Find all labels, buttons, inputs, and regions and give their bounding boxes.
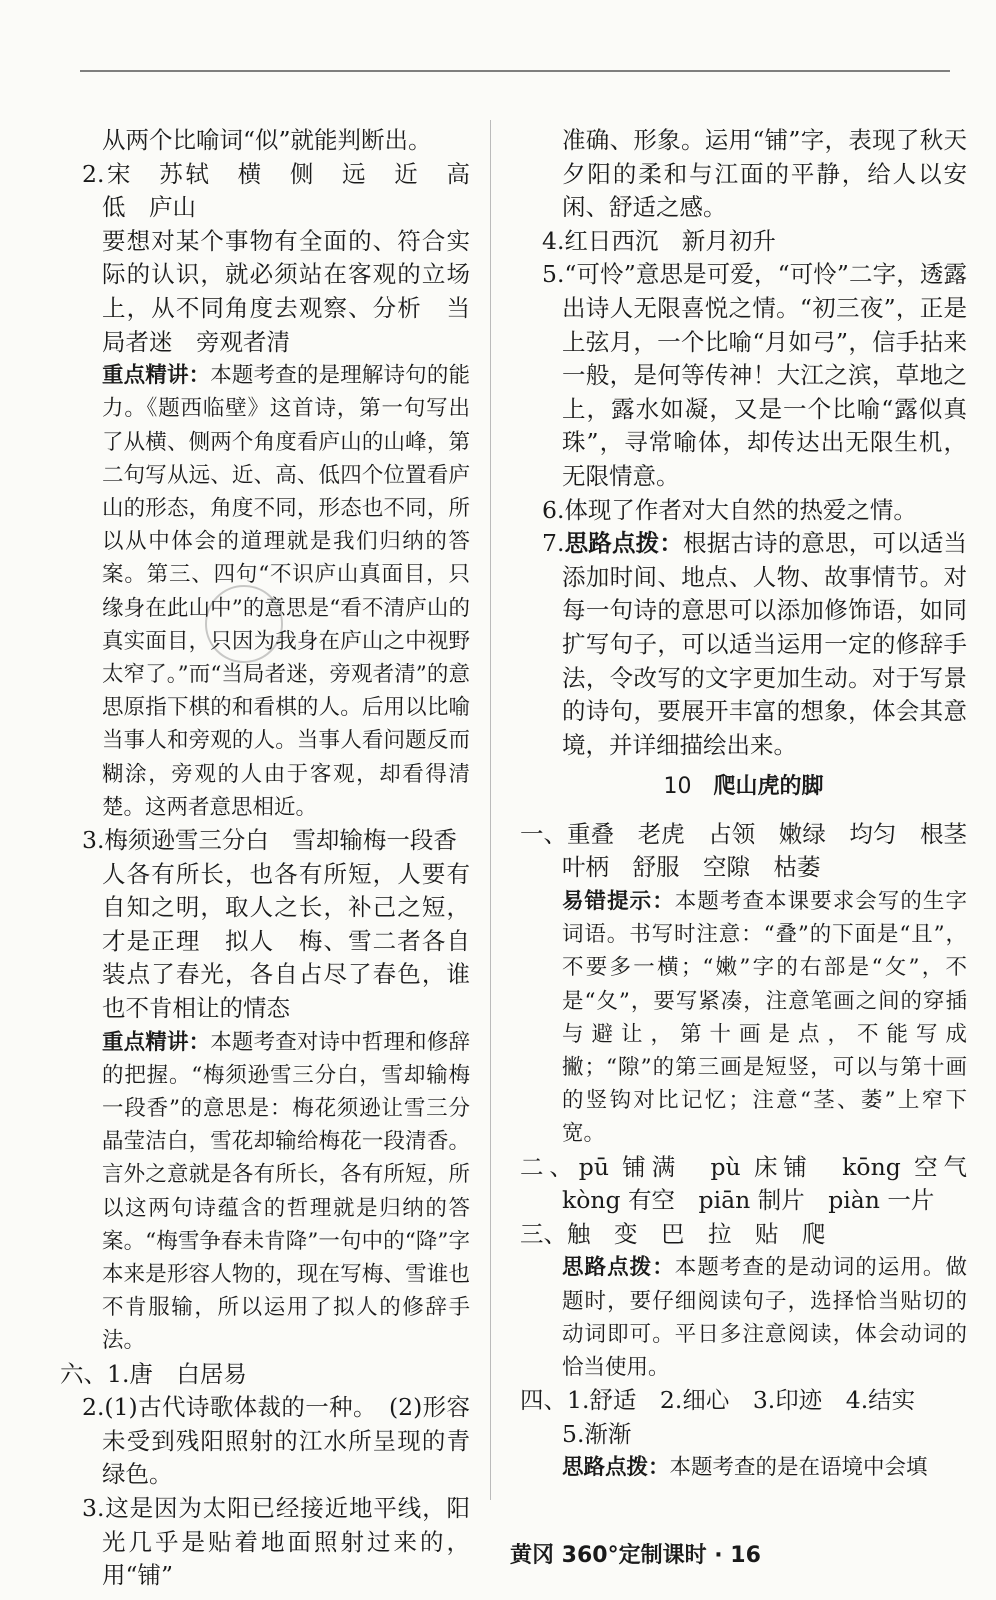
answer-line bbox=[520, 124, 967, 225]
right-column bbox=[520, 124, 991, 1485]
section-name: 爬山虎的脚 bbox=[713, 774, 824, 800]
answer-text: 二、pū 铺满 pù 床铺 kōng 空气 kòng 有空 piān 制片 piàn 一片 bbox=[520, 1152, 991, 1215]
answer-note bbox=[60, 359, 470, 824]
answer-line bbox=[520, 494, 967, 528]
answer-line bbox=[60, 124, 470, 158]
answer-line bbox=[60, 225, 470, 359]
answer-text: 5.“可怜”意思是可爱，“可怜”二字，透露出诗人无限喜悦之情。“初三夜”，正是上弦月，一个比喻“月如弓”，信手拈来一般，是何等传神！大江之滨，草地之上，露水如凝，又是一个比喻“露似真珠”，寻常喻体，却传达出无限生机，无限情意。 bbox=[542, 260, 967, 490]
answer-text: 本题考查的是动词的运用。做题时，要仔细阅读句子，选择恰当贴切的动词即可。平日多注意阅读，体会动词的恰当使用。 bbox=[562, 1255, 967, 1381]
note-label: 重点精讲： bbox=[102, 1029, 211, 1055]
answer-text: 本题考查对诗中哲理和修辞的把握。“梅须逊雪三分白，雪却输梅一段香”的意思是：梅花须逊让雪三分晶莹洁白，雪花却输给梅花一段清香。言外之意就是各有所长，各有所短，所以这两句诗蕴含的哲理就是归纳的答案。“梅雪争春未肯降”一句中的“降”字本来是形容人物的，现在写梅、雪谁也不肯服输，所以运用了拟人的修辞手法。 bbox=[102, 1029, 470, 1354]
answer-note bbox=[520, 1451, 967, 1484]
answer-text: 一、重叠 老虎 占领 嫩绿 均匀 根茎 叶柄 舒服 空隙 枯萎 bbox=[520, 819, 991, 882]
section-number: 10 bbox=[663, 774, 692, 800]
answer-line bbox=[520, 258, 967, 493]
answer-line bbox=[60, 1358, 470, 1392]
answer-text: 人各有所长，也各有所短，人要有自知之明，取人之长，补己之短，才是正理 拟人 梅、雪二者各自装点了春光，各自占尽了春色，谁也不肯相让的情态 bbox=[102, 859, 470, 1022]
answer-note bbox=[520, 1251, 967, 1384]
answer-text: 根据古诗的意思，可以适当添加时间、地点、人物、故事情节。对每一句诗的意思可以添加修饰语，如同扩写句子，可以适当运用一定的修辞手法，令改写的文字更加生动。对于写景的诗句，要展开丰富的想象，体会其意境，并详细描绘出来。 bbox=[562, 529, 968, 759]
answer-note bbox=[60, 1026, 470, 1358]
left-column bbox=[60, 124, 494, 1593]
note-label: 易错提示： bbox=[562, 889, 675, 915]
answer-text: 本题考查本课要求会写的生字词语。书写时注意：“叠”的下面是“且”，不要多一横；“嫩”字的右部是“攵”，不是“夂”，要写紧凑，注意笔画之间的穿插与避让，第十画是点，不能写成撇；“隙”的第三画是短竖，可以与第十画的竖钩对比记忆；注意“茎、萎”上窄下宽。 bbox=[562, 889, 967, 1147]
answer-text: 要想对某个事物有全面的、符合实际的认识，就必须站在客观的立场上，从不同角度去观察、分析 当局者迷 旁观者清 bbox=[102, 226, 470, 356]
answer-line bbox=[60, 158, 494, 225]
section-title bbox=[520, 770, 967, 804]
item-number: 7. bbox=[542, 529, 565, 558]
answer-line bbox=[520, 225, 967, 259]
answer-note bbox=[520, 885, 967, 1151]
answer-text: 3.这是因为太阳已经接近地平线，阳光几乎是贴着地面照射过来的，用“铺” bbox=[82, 1493, 470, 1590]
answer-text: 4.红日西沉 新月初升 bbox=[542, 226, 776, 255]
answer-text: 三、触 变 巴 拉 贴 爬 bbox=[520, 1219, 826, 1248]
answer-line bbox=[520, 818, 991, 885]
answer-text: 本题考查的是在语境中会填 bbox=[669, 1455, 928, 1481]
answer-line bbox=[520, 1151, 991, 1218]
column-divider bbox=[490, 120, 491, 1500]
answer-text: 四、1.舒适 2.细心 3.印迹 4.结实 bbox=[520, 1386, 916, 1415]
answer-line bbox=[520, 1384, 967, 1418]
answer-line bbox=[60, 824, 470, 858]
answer-text: 6.体现了作者对大自然的热爱之情。 bbox=[542, 495, 917, 524]
answer-line bbox=[520, 1218, 967, 1252]
answer-line bbox=[520, 1418, 967, 1452]
answer-line bbox=[60, 1492, 470, 1593]
note-label: 重点精讲： bbox=[102, 363, 211, 389]
note-label: 思路点拨： bbox=[562, 1455, 670, 1481]
answer-line bbox=[60, 858, 470, 1026]
top-rule bbox=[80, 70, 950, 72]
answer-text: 准确、形象。运用“铺”字，表现了秋天夕阳的柔和与江面的平静，给人以安闲、舒适之感。 bbox=[562, 126, 967, 222]
answer-line bbox=[60, 1391, 470, 1492]
answer-text: 2.宋 苏轼 横 侧 远 近 高 低 庐山 bbox=[82, 159, 494, 222]
note-label: 思路点拨： bbox=[564, 529, 684, 558]
page-footer: 黄冈 360°定制课时 · 16 bbox=[510, 1543, 761, 1568]
answer-text: 从两个比喻词“似”就能判断出。 bbox=[102, 126, 432, 154]
note-label: 思路点拨： bbox=[562, 1255, 675, 1281]
answer-text: 六、1.唐 白居易 bbox=[60, 1359, 247, 1388]
answer-text: 本题考查的是理解诗句的能力。《题西临壁》这首诗，第一句写出了从横、侧两个角度看庐山的山峰，第二句写从远、近、高、低四个位置看庐山的形态，角度不同，形态也不同，所以从中体会的道理就是我们归纳的答案。第三、四句“不识庐山真面目，只缘身在此山中”的意思是“看不清庐山的真实面目，只因为我身在庐山之中视野太窄了。”而“当局者迷，旁观者清”的意思原指下棋的和看棋的人。后用以比喻当事人和旁观的人。当事人看问题反而糊涂，旁观的人由于客观，却看得清楚。这两者意思相近。 bbox=[102, 363, 470, 820]
answer-note bbox=[520, 527, 967, 762]
answer-text: 3.梅须逊雪三分白 雪却输梅一段香 bbox=[82, 826, 457, 854]
answer-text: 2.(1)古代诗歌体裁的一种。 (2)形容未受到残阳照射的江水所呈现的青绿色。 bbox=[82, 1393, 470, 1489]
answer-text: 5.渐渐 bbox=[562, 1419, 632, 1448]
